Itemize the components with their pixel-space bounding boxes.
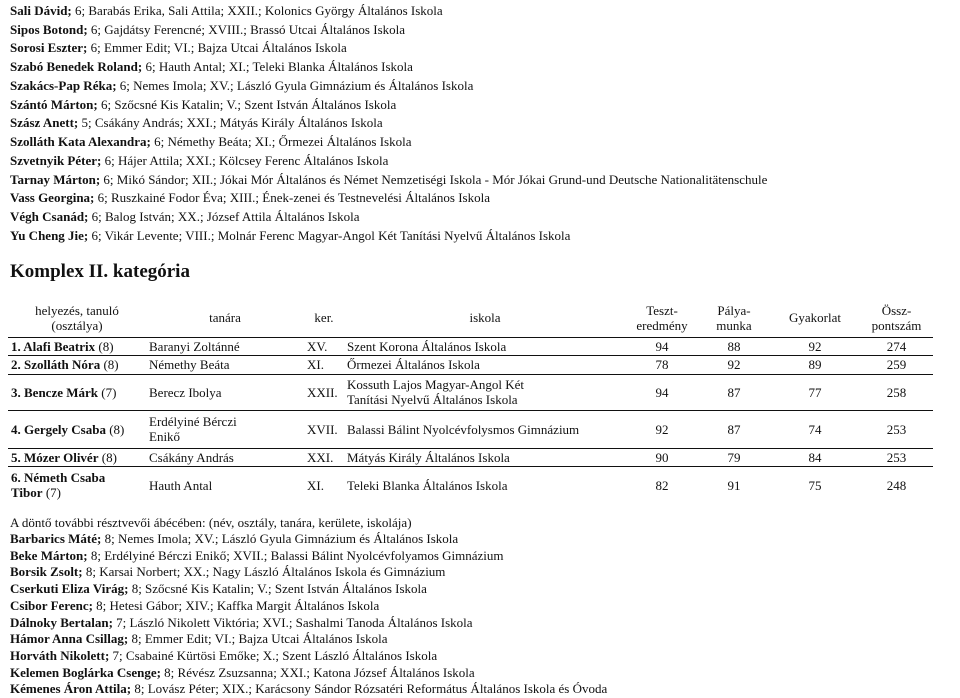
student-name: Kémenes Áron Attila; xyxy=(10,681,132,697)
list-item xyxy=(10,581,954,598)
entry-details: 6; Gajdátsy Ferencné; XVIII.; Brassó Utcai Általános Iskola xyxy=(87,22,406,37)
table-row xyxy=(8,337,933,355)
entry-details: 6; Ruszkainé Fodor Éva; XIII.; Ének-zenei és Testnevelési Általános Iskola xyxy=(94,190,490,205)
list-item xyxy=(10,564,954,581)
student-cell: 3. Bencze Márk (7) xyxy=(8,374,146,410)
practice-score-cell: 75 xyxy=(808,477,822,493)
entry-details: 6; Vikár Levente; VIII.; Molnár Ferenc Magyar-Angol Két Tanítási Nyelvű Általános Iskola xyxy=(88,228,571,243)
entry-details: 8; Hetesi Gábor; XIV.; Kaffka Margit Általános Iskola xyxy=(92,597,380,613)
student-name: Dálnoky Bertalan; xyxy=(10,614,113,630)
total-score-cell: 253 xyxy=(860,410,933,448)
student-name: Szvetnyik Péter; xyxy=(10,153,102,168)
list-item xyxy=(10,151,954,170)
entry-details: 7; László Nikolett Viktória; XVI.; Sashalmi Tanoda Általános Iskola xyxy=(112,614,473,630)
student-cell: 1. Alafi Beatrix (8) xyxy=(8,337,146,355)
entry-details: 8; Emmer Edit; VI.; Bajza Utcai Általános Iskola xyxy=(128,631,388,647)
list-item xyxy=(10,57,954,76)
student-name: Sorosi Eszter; xyxy=(10,40,88,55)
school-cell: Balassi Bálint Nyolcévfolysmos Gimnázium xyxy=(344,410,626,448)
list-item xyxy=(10,188,954,207)
teacher-cell: Némethy Beáta xyxy=(146,355,304,374)
results-table xyxy=(8,299,933,504)
student-cell: 4. Gergely Csaba (8) xyxy=(8,410,146,448)
student-cell: 2. Szolláth Nóra (8) xyxy=(8,355,146,374)
project-score-cell: 92 xyxy=(698,355,770,374)
project-score-cell: 87 xyxy=(698,410,770,448)
header-test: Teszt- eredmény xyxy=(626,299,698,337)
test-score-cell: 92 xyxy=(626,410,698,448)
test-score-cell: 78 xyxy=(626,355,698,374)
test-score-cell: 94 xyxy=(626,337,698,355)
district-cell: XVII. xyxy=(304,410,344,448)
list-item xyxy=(10,1,954,20)
list-item xyxy=(10,207,954,226)
entry-details: 6; Emmer Edit; VI.; Bajza Utcai Általános Iskola xyxy=(87,40,347,55)
entry-details: 5; Csákány András; XXI.; Mátyás Király Általános Iskola xyxy=(78,115,383,130)
school-cell: Kossuth Lajos Magyar-Angol Két Tanítási Nyelvű Általános Iskola xyxy=(344,374,626,410)
student-name: Beke Márton; xyxy=(10,547,88,563)
list-item xyxy=(10,615,954,632)
student-name: Kelemen Boglárka Csenge; xyxy=(10,664,161,680)
district-cell: XV. xyxy=(304,337,344,355)
table-header-row xyxy=(8,299,933,337)
district-cell: XXII. xyxy=(304,374,344,410)
teacher-cell: Baranyi Zoltánné xyxy=(146,337,304,355)
student-name: Yu Cheng Jie; xyxy=(10,228,89,243)
entry-details: 8; Révész Zsuzsanna; XXI.; Katona József Általános Iskola xyxy=(160,664,475,680)
list-item xyxy=(10,648,954,665)
header-project: Pálya- munka xyxy=(698,299,770,337)
district-cell: XI. xyxy=(304,355,344,374)
entry-details: 8; Karsai Norbert; XX.; Nagy László Általános Iskola és Gimnázium xyxy=(82,564,446,580)
list-item xyxy=(10,226,954,245)
student-name: Szakács-Pap Réka; xyxy=(10,78,117,93)
teacher-cell: Csákány András xyxy=(146,448,304,466)
total-score-cell: 274 xyxy=(860,337,933,355)
practice-score-cell: 77 xyxy=(770,374,860,410)
project-score-cell: 87 xyxy=(698,374,770,410)
practice-score-cell: 74 xyxy=(770,410,860,448)
teacher-cell: Erdélyiné Bérczi Enikő xyxy=(146,410,304,448)
list-item xyxy=(10,548,954,565)
entry-details: 6; Nemes Imola; XV.; László Gyula Gimnázium és Általános Iskola xyxy=(116,78,474,93)
student-name: Szántó Márton; xyxy=(10,97,98,112)
entry-details: 6; Balog István; XX.; József Attila Általános Iskola xyxy=(88,209,360,224)
school-cell: Mátyás Király Általános Iskola xyxy=(344,448,626,466)
entry-details: 8; Erdélyiné Bérczi Enikő; XVII.; Balassi Bálint Nyolcévfolyamos Gimnázium xyxy=(87,547,504,563)
practice-score-cell: 89 xyxy=(770,355,860,374)
entry-details: 6; Szőcsné Kis Katalin; V.; Szent István Általános Iskola xyxy=(97,97,397,112)
table-row xyxy=(8,448,933,466)
student-name: Szabó Benedek Roland; xyxy=(10,59,143,74)
student-name: Szász Anett; xyxy=(10,115,79,130)
school-cell: Szent Korona Általános Iskola xyxy=(344,337,626,355)
district-cell: XXI. xyxy=(304,448,344,466)
entry-details: 8; Lovász Péter; XIX.; Karácsony Sándor Rózsatéri Református Általános Iskola és Óvoda xyxy=(131,681,608,697)
header-total: Össz- pontszám xyxy=(860,299,933,337)
total-score-cell: 258 xyxy=(860,374,933,410)
student-cell: 5. Mózer Olivér (8) xyxy=(8,448,146,466)
project-score-cell: 91 xyxy=(727,477,741,493)
student-name: Végh Csanád; xyxy=(10,209,89,224)
teacher-cell: Hauth Antal xyxy=(149,477,213,493)
list-item xyxy=(10,76,954,95)
student-name: Tarnay Márton; xyxy=(10,172,101,187)
practice-score-cell: 84 xyxy=(770,448,860,466)
list-item xyxy=(10,170,954,189)
table-row xyxy=(8,410,933,448)
practice-score-cell: 92 xyxy=(770,337,860,355)
section-title: Komplex II. kategória xyxy=(10,261,190,282)
table-row xyxy=(8,355,933,374)
list-item xyxy=(10,38,954,57)
teacher-cell: Berecz Ibolya xyxy=(146,374,304,410)
entry-details: 6; Némethy Beáta; XI.; Őrmezei Általános Iskola xyxy=(150,134,412,149)
student-name: Barbarics Máté; xyxy=(10,531,102,546)
header-place-student: helyezés, tanuló (osztálya) xyxy=(8,299,146,337)
student-name: Hámor Anna Csillag; xyxy=(10,631,129,647)
list-item xyxy=(10,631,954,648)
entry-details: 7; Csabainé Kürtösi Emőke; X.; Szent László Általános Iskola xyxy=(109,647,438,663)
list-item xyxy=(10,598,954,615)
student-name: Szolláth Kata Alexandra; xyxy=(10,134,151,149)
project-score-cell: 88 xyxy=(698,337,770,355)
list-item xyxy=(10,95,954,114)
test-score-cell: 82 xyxy=(655,477,669,493)
list-item xyxy=(10,681,954,698)
table-row xyxy=(8,374,933,410)
entry-details: 6; Hájer Attila; XXI.; Kölcsey Ferenc Általános Iskola xyxy=(101,153,389,168)
entry-details: 6; Barabás Erika, Sali Attila; XXII.; Kolonics György Általános Iskola xyxy=(71,3,443,18)
student-name: Horváth Nikolett; xyxy=(10,647,110,663)
student-name: Borsik Zsolt; xyxy=(10,564,83,580)
list-item xyxy=(10,132,954,151)
district-cell: XI. xyxy=(307,477,324,493)
student-name: Sali Dávid; xyxy=(10,3,72,18)
header-school: iskola xyxy=(344,299,626,337)
header-teacher: tanára xyxy=(146,299,304,337)
table-row xyxy=(8,466,933,504)
entry-details: 8; Szőcsné Kis Katalin; V.; Szent István Általános Iskola xyxy=(128,581,427,597)
entry-details: 6; Mikó Sándor; XII.; Jókai Mór Általános és Német Nemzetiségi Iskola - Mór Jókai Grund-und Deutsche Nationalitätenschule xyxy=(100,172,768,187)
list-item xyxy=(10,20,954,39)
test-score-cell: 94 xyxy=(626,374,698,410)
student-name: Csibor Ferenc; xyxy=(10,597,93,613)
test-score-cell: 90 xyxy=(626,448,698,466)
list-item xyxy=(10,113,954,132)
school-cell: Őrmezei Általános Iskola xyxy=(344,355,626,374)
list-item xyxy=(10,665,954,682)
student-name: Cserkuti Eliza Virág; xyxy=(10,581,129,597)
entry-details: 6; Hauth Antal; XI.; Teleki Blanka Általános Iskola xyxy=(142,59,413,74)
school-cell: Teleki Blanka Általános Iskola xyxy=(347,477,508,493)
total-score-cell: 248 xyxy=(886,477,907,493)
total-score-cell: 253 xyxy=(860,448,933,466)
total-score-cell: 259 xyxy=(860,355,933,374)
header-practice: Gyakorlat xyxy=(770,299,860,337)
entry-details: 8; Nemes Imola; XV.; László Gyula Gimnázium és Általános Iskola xyxy=(101,531,459,546)
list-item xyxy=(10,531,954,548)
header-district: ker. xyxy=(304,299,344,337)
project-score-cell: 79 xyxy=(698,448,770,466)
finalists-intro: A döntő további résztvevői ábécében: (név, osztály, tanára, kerülete, iskolája) xyxy=(10,515,412,530)
student-name: Sipos Botond; xyxy=(10,22,88,37)
student-name: Vass Georgina; xyxy=(10,190,95,205)
student-cell: 6. Németh Csaba Tibor (7) xyxy=(11,470,106,501)
